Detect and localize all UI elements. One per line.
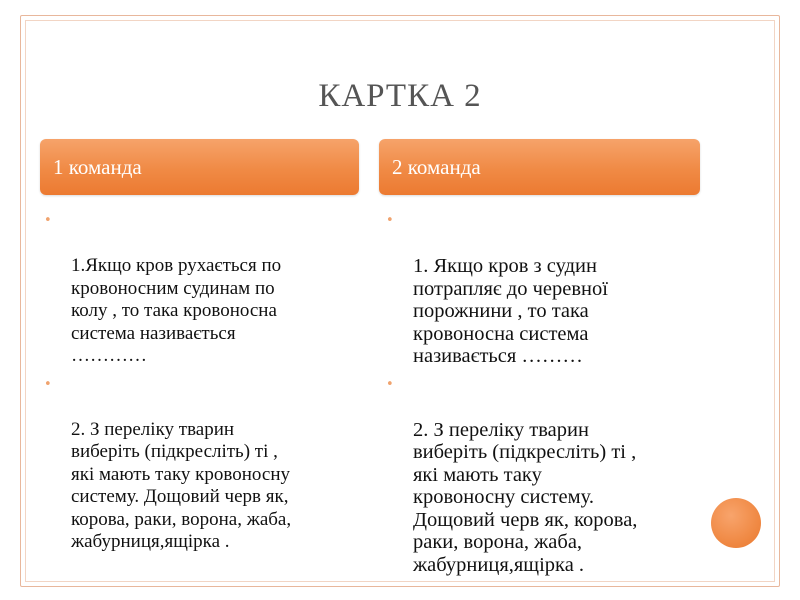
team-2-content [386, 210, 706, 582]
team-2-header-label: 2 команда [392, 155, 481, 179]
team-1-header-label: 1 команда [53, 155, 142, 179]
slide-title: КАРТКА 2 [318, 78, 482, 114]
team-2-header [379, 139, 700, 195]
team-1-header [40, 139, 359, 195]
bullet-icon: • [386, 376, 394, 392]
team-2-question-2-text: 2. З переліку тварин виберіть (підкресліть) ті , які мають таку кровоносну систему. Дощовий черв як, корова, раки, ворона, жаба, жабурниця,ящірка . [413, 418, 638, 576]
decorative-circle [711, 498, 761, 548]
team-2-question-1-text: 1. Якщо кров з судин потрапляє до черевної порожнини , то така кровоносна система називається ……… [413, 255, 608, 367]
team-1-question-2-text: 2. З переліку тварин виберіть (підкресліть) ті , які мають таку кровоносну систему. Дощовий черв як, корова, раки, ворона, жаба, жабурниця,ящірка . [71, 418, 292, 552]
team-1-question-1 [44, 210, 360, 368]
bullet-icon: • [386, 213, 394, 228]
team-1-question-2 [44, 374, 360, 554]
bullet-icon: • [44, 376, 52, 392]
team-1-content [44, 210, 360, 560]
bullet-icon: • [44, 213, 52, 228]
team-2-question-2 [386, 374, 706, 577]
team-2-question-1 [386, 210, 706, 368]
team-1-question-1-text: 1.Якщо кров рухається по кровоносним судинам по колу , то така кровоносна система називається ………… [71, 255, 282, 366]
